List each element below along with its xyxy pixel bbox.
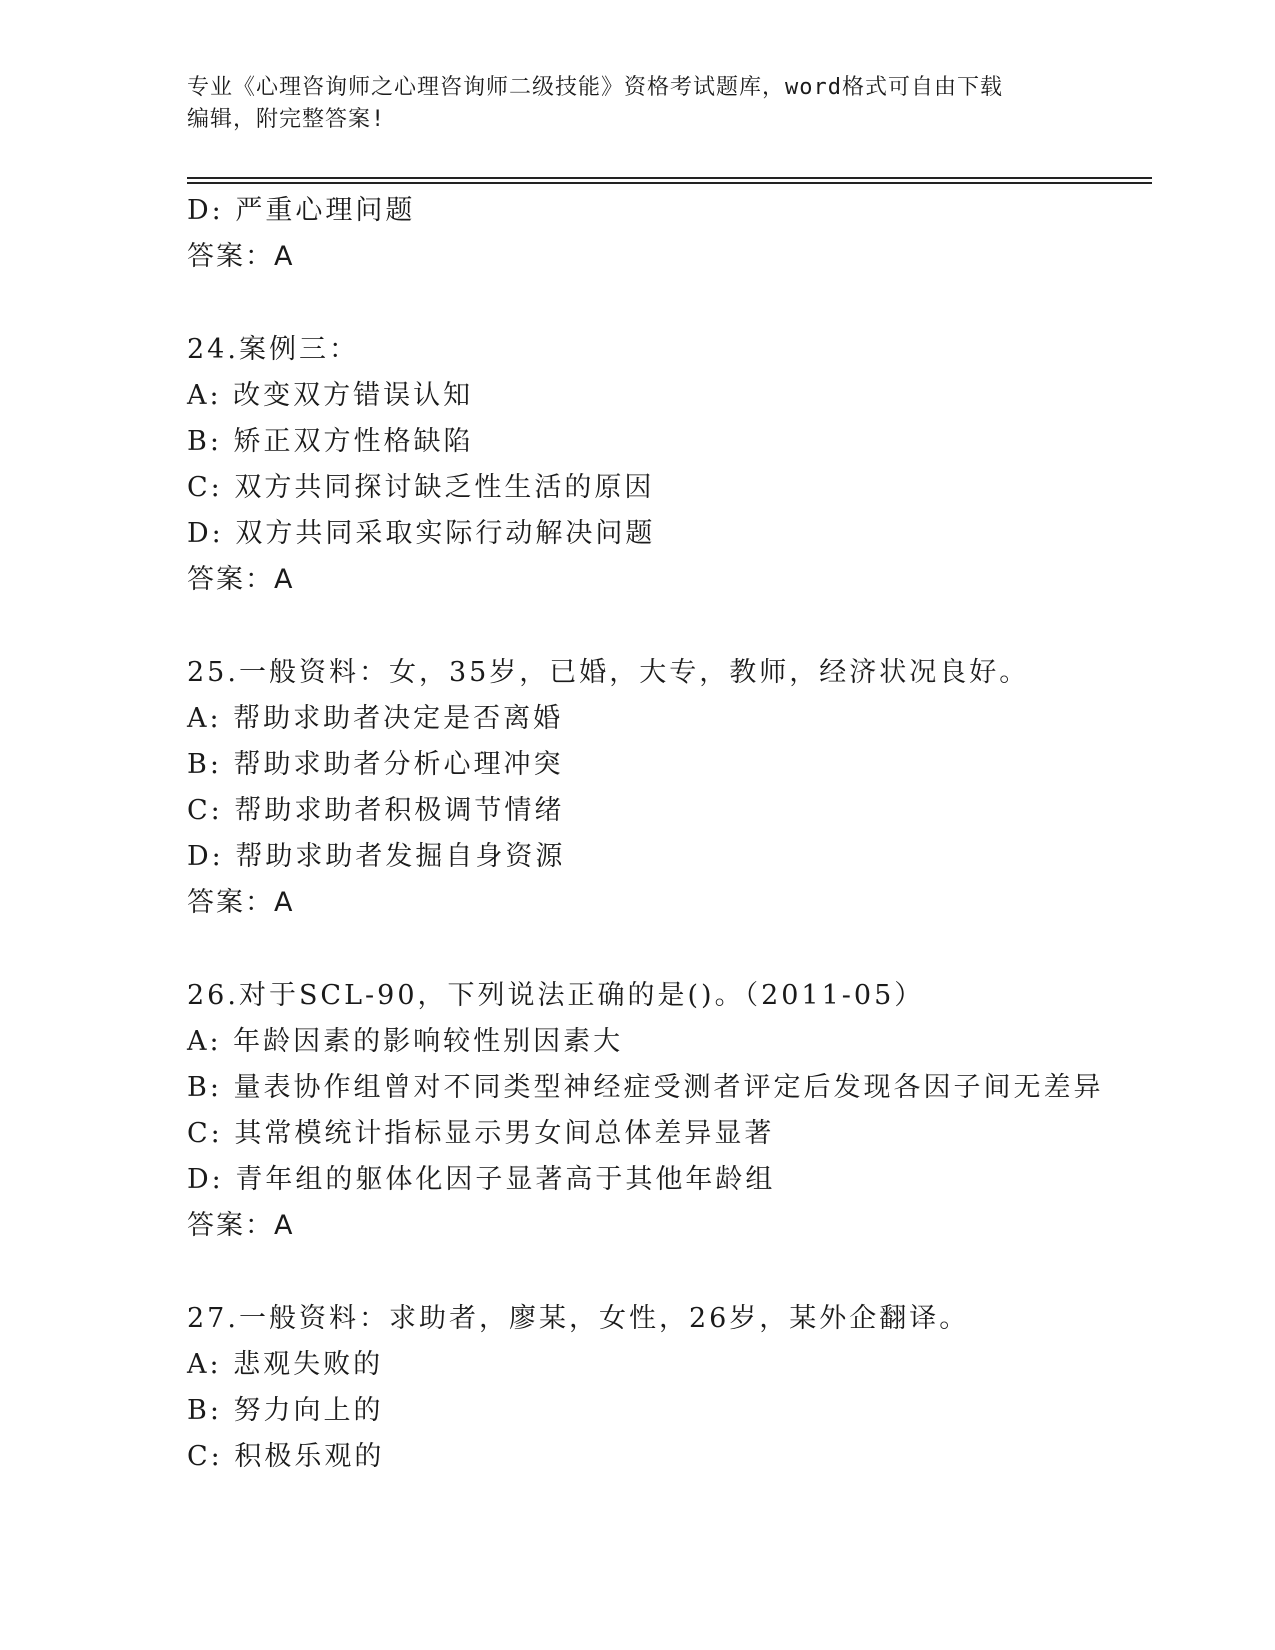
option-c: C: 其常模统计指标显示男女间总体差异显著 (187, 1118, 775, 1149)
question-25 (187, 650, 1147, 926)
spacer (187, 1249, 1147, 1296)
spacer (187, 280, 1147, 327)
answer: 答案：A (187, 564, 295, 595)
spacer (187, 926, 1147, 973)
question-list (187, 188, 1147, 1480)
option-b: B: 矫正双方性格缺陷 (187, 426, 474, 457)
option-b: B: 努力向上的 (187, 1395, 384, 1426)
option-b: B: 帮助求助者分析心理冲突 (187, 749, 564, 780)
option-d: D: 双方共同采取实际行动解决问题 (187, 518, 656, 549)
answer: 答案：A (187, 887, 295, 918)
option-a: A: 悲观失败的 (187, 1349, 384, 1380)
prev-option-d: D: 严重心理问题 (187, 195, 416, 226)
spacer (187, 603, 1147, 650)
option-a: A: 年龄因素的影响较性别因素大 (187, 1026, 624, 1057)
question-27 (187, 1296, 1147, 1480)
question-stem: 27.一般资料：求助者，廖某，女性，26岁，某外企翻译。 (187, 1303, 970, 1334)
option-d: D: 青年组的躯体化因子显著高于其他年龄组 (187, 1164, 776, 1195)
option-b: B: 量表协作组曾对不同类型神经症受测者评定后发现各因子间无差异 (187, 1072, 1104, 1103)
document-header (187, 72, 1067, 136)
question-24 (187, 327, 1147, 603)
prev-answer: 答案：A (187, 241, 295, 272)
question-26 (187, 973, 1147, 1249)
option-a: A: 改变双方错误认知 (187, 380, 474, 411)
question-stem: 24.案例三： (187, 334, 359, 365)
question-stem: 25.一般资料：女，35岁，已婚，大专，教师，经济状况良好。 (187, 657, 1030, 688)
header-divider-bottom (187, 182, 1152, 184)
header-line-1: 专业《心理咨询师之心理咨询师二级技能》资格考试题库，word格式可自由下载 (187, 75, 1003, 100)
option-c: C: 帮助求助者积极调节情绪 (187, 795, 565, 826)
option-d: D: 帮助求助者发掘自身资源 (187, 841, 566, 872)
header-line-2: 编辑，附完整答案! (187, 107, 386, 132)
option-a: A: 帮助求助者决定是否离婚 (187, 703, 564, 734)
header-divider-top (187, 177, 1152, 179)
answer: 答案：A (187, 1210, 295, 1241)
option-c: C: 积极乐观的 (187, 1441, 385, 1472)
question-stem: 26.对于SCL-90，下列说法正确的是()。（2011-05） (187, 980, 925, 1011)
option-c: C: 双方共同探讨缺乏性生活的原因 (187, 472, 655, 503)
